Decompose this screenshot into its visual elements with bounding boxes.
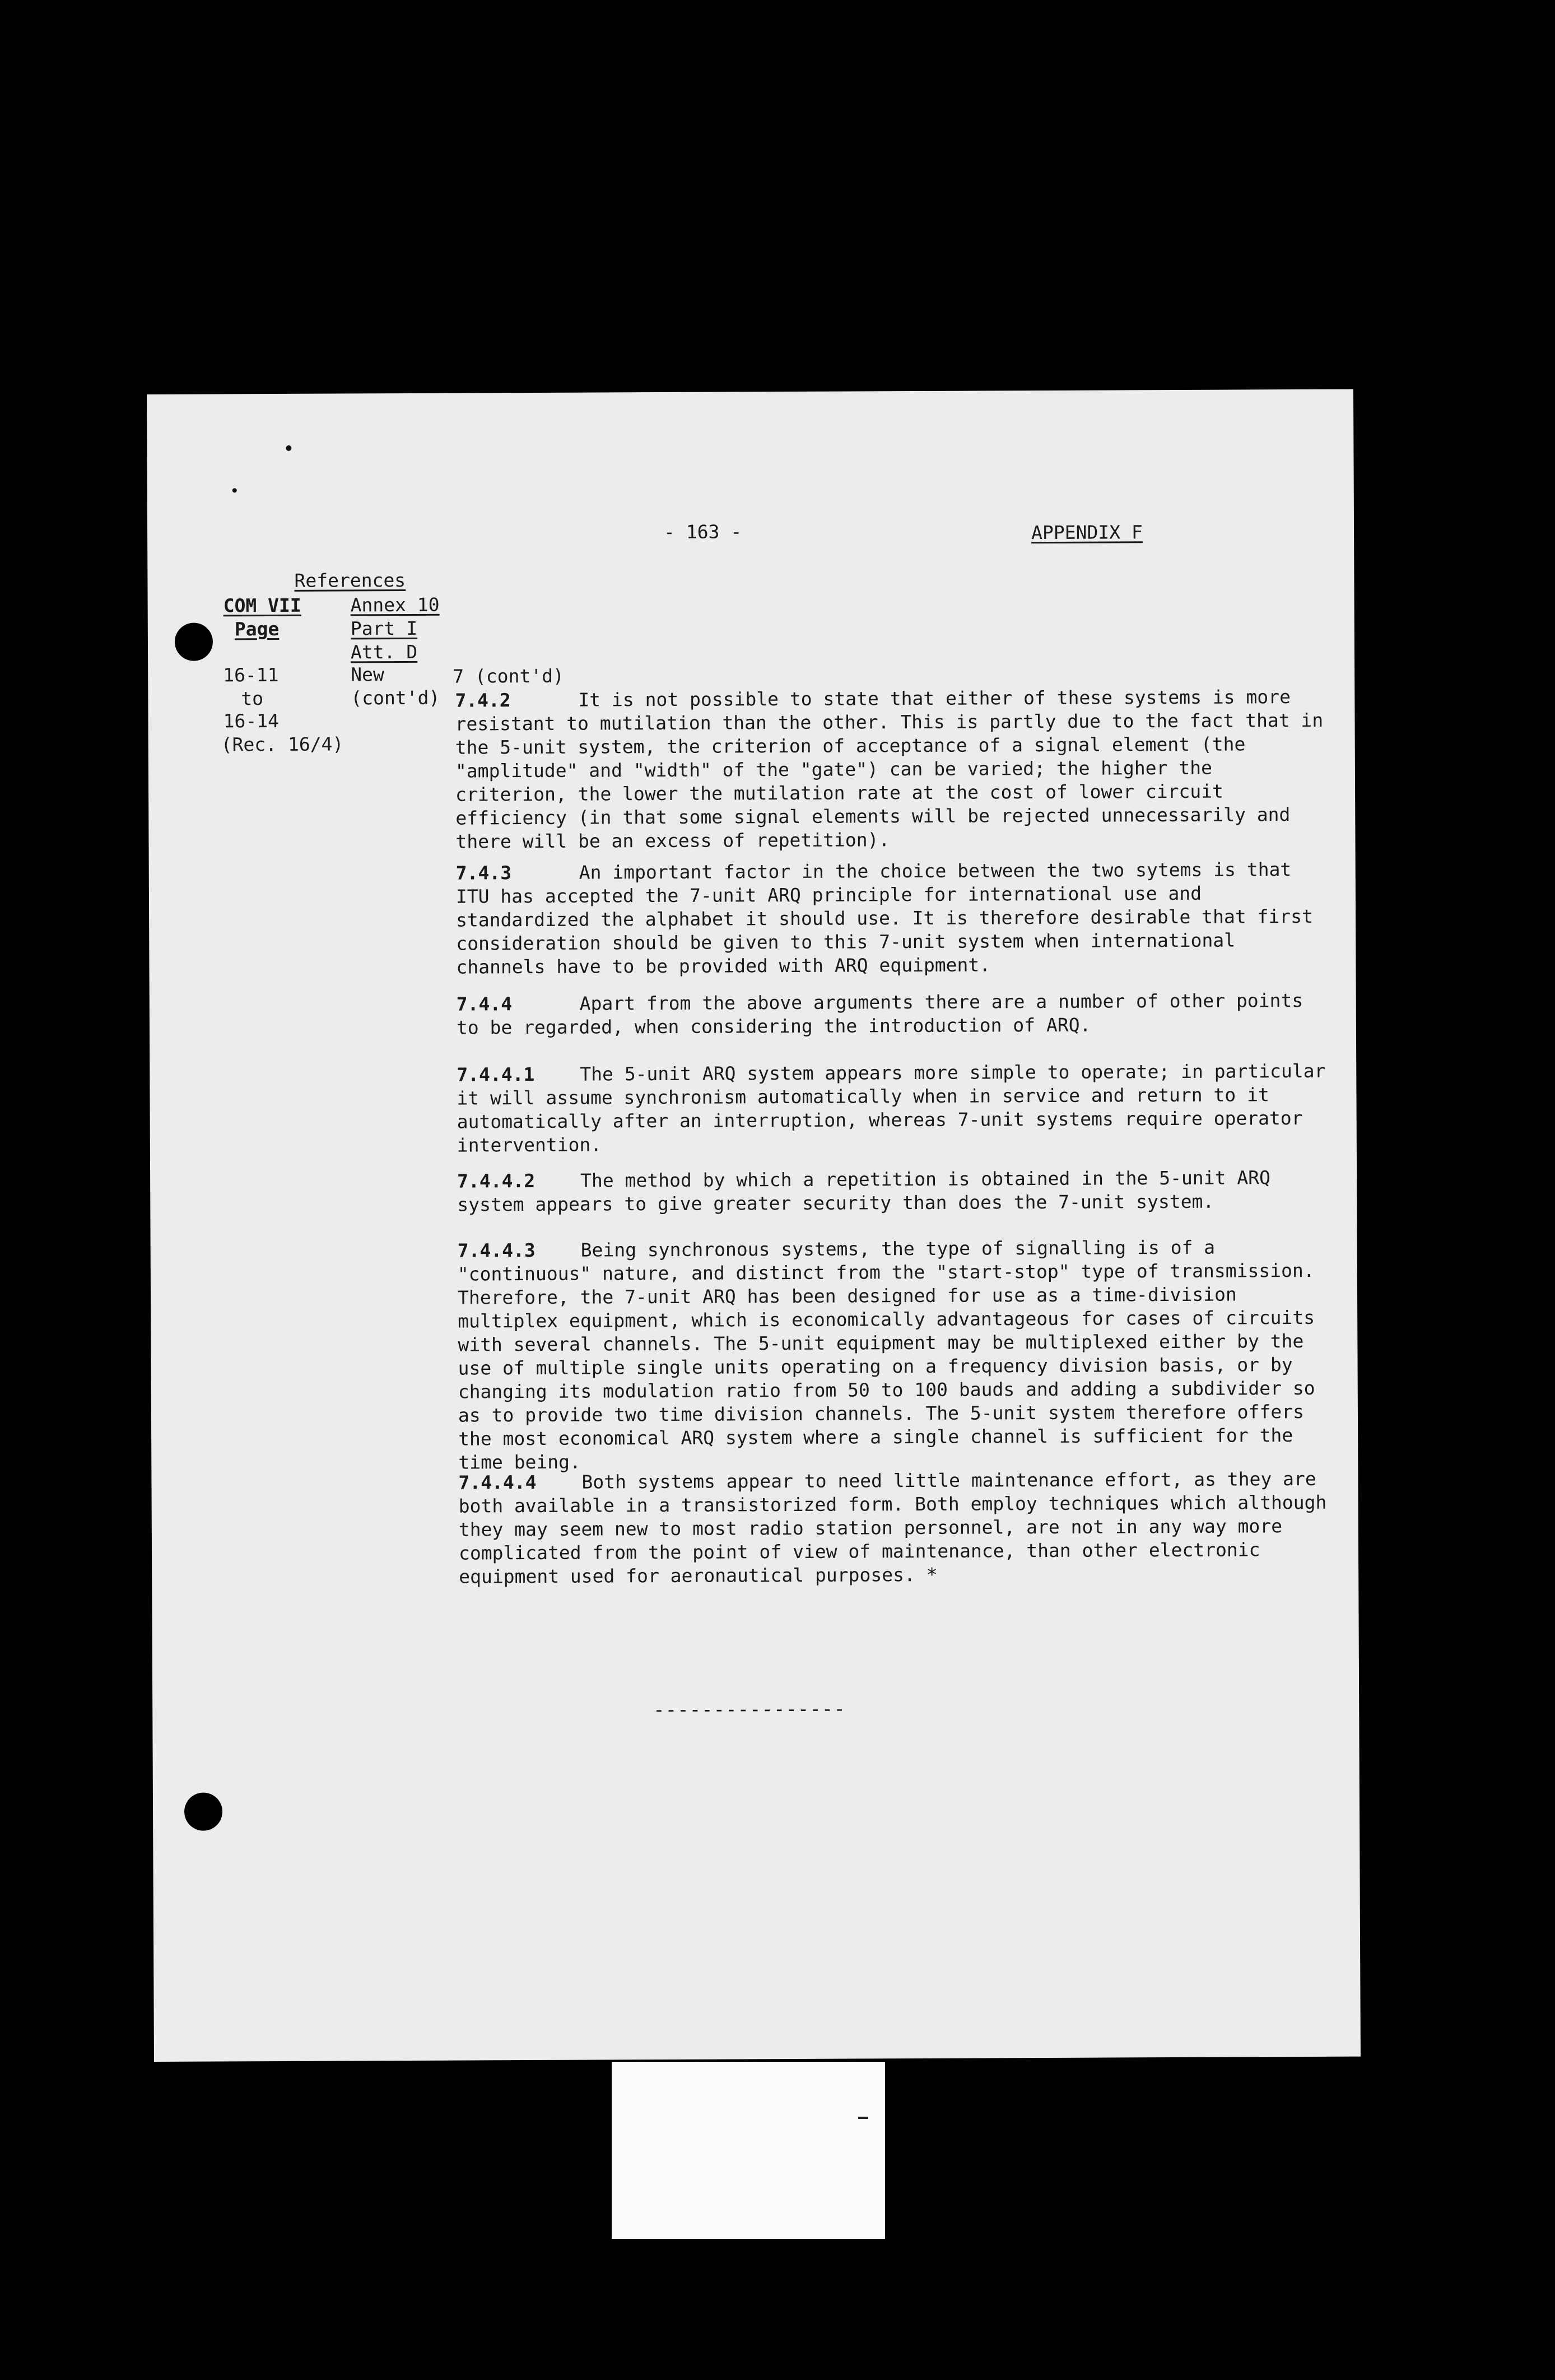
punch-hole-top <box>175 622 213 661</box>
paragraph-number: 7.4.4.4 <box>458 1471 537 1494</box>
paragraph-number: 7.4.2 <box>455 689 511 712</box>
ref-col2-line3: Att. D <box>350 640 418 663</box>
ref-status-1: New <box>351 663 384 686</box>
ref-col2-line2: Part I <box>350 617 418 640</box>
speck-mark <box>286 445 291 451</box>
paragraph-text: The method by which a repetition is obtained in the 5-unit ARQ system appears to give greater security than does the 7-unit system. <box>457 1166 1270 1216</box>
paragraph-number: 7.4.4.1 <box>457 1063 535 1086</box>
ref-page-range-3: 16-14 <box>223 709 279 732</box>
end-rule: ---------------- <box>653 1698 846 1722</box>
slip-mark <box>858 2117 868 2119</box>
paragraph-number: 7.4.4 <box>456 993 513 1015</box>
paragraph-7-4-4-2 <box>457 1166 1331 1217</box>
paragraph-7-4-4-4 <box>458 1467 1333 1589</box>
paragraph-text: An important factor in the choice between the two sytems is that ITU has accepted the 7-unit ARQ principle for international use and standardized the alphabet it should use. It is therefore desirable that first consideration should be given to this 7-unit system when international channels have to be provided with ARQ equipment. <box>455 858 1313 978</box>
paragraph-number: 7.4.3 <box>455 862 512 884</box>
ref-page-range-1: 16-11 <box>223 663 279 686</box>
paragraph-text: The 5-unit ARQ system appears more simple to operate; in particular it will assume synchronism automatically when in service and return to it automatically after an interruption, whereas 7-unit systems require operator intervention. <box>457 1059 1326 1156</box>
paragraph-text: Both systems appear to need little maintenance effort, as they are both available in a transistorized form. Both employ techniques which although they may seem new to most radio station personnel, are not in any way more complicated from the point of view of maintenance, than other electronic equipment used for aeronautical purposes. * <box>458 1467 1327 1588</box>
paragraph-number: 7.4.4.2 <box>457 1169 536 1192</box>
paragraph-7-4-2 <box>455 685 1329 854</box>
section-heading: 7 (cont'd) <box>453 664 564 687</box>
punch-hole-bottom <box>184 1792 222 1830</box>
paragraph-7-4-4-1 <box>457 1059 1331 1158</box>
paragraph-text: Apart from the above arguments there are a number of other points to be regarded, when considering the introduction of ARQ. <box>456 989 1303 1039</box>
ref-col1-line2: Page <box>234 617 280 640</box>
paragraph-text: Being synchronous systems, the type of signalling is of a "continuous" nature, and distinct from the "start-stop" type of transmission. Therefore, the 7-unit ARQ has been designed for use as a time-division multiplex equipment, which is economically advantageous for cases of circuits with several channels. The 5-unit equipment may be multiplexed either by the use of multiple single units operating on a frequency division basis, or by changing its modulation ratio from 50 to 100 bauds and adding a subdivider so as to provide two time division channels. The 5-unit system therefore offers the most economical ARQ system where a single channel is sufficient for the time being. <box>457 1236 1315 1473</box>
paragraph-number: 7.4.4.3 <box>457 1239 536 1262</box>
document-page <box>147 389 1361 2062</box>
page-number: - 163 - <box>663 520 742 543</box>
ref-rec: (Rec. 16/4) <box>221 733 344 756</box>
ref-col2-line1: Annex 10 <box>350 593 440 616</box>
paragraph-7-4-4-3 <box>458 1235 1333 1475</box>
references-title: References <box>294 569 406 592</box>
paragraph-text: It is not possible to state that either of these systems is more resistant to mutilation than the other. This is partly due to the fact that in the 5-unit system, the criterion of acceptance of a signal element (the "amplitude" and "width" of the "gate") can be varied; the higher the criterion, the lower the mutilation rate at the cost of lower circuit efficiency (in that some signal elements will be rejected unnecessarily and there will be an excess of repetition). <box>455 686 1324 853</box>
ref-col1-line1: COM VII <box>223 594 301 617</box>
paragraph-7-4-3 <box>456 858 1330 979</box>
appendix-label: APPENDIX F <box>1031 521 1143 544</box>
blank-slip <box>612 2062 885 2239</box>
speck-mark <box>232 488 237 492</box>
ref-status-2: (cont'd) <box>351 686 440 709</box>
ref-page-range-2: to <box>241 687 264 710</box>
paragraph-7-4-4 <box>457 989 1330 1040</box>
